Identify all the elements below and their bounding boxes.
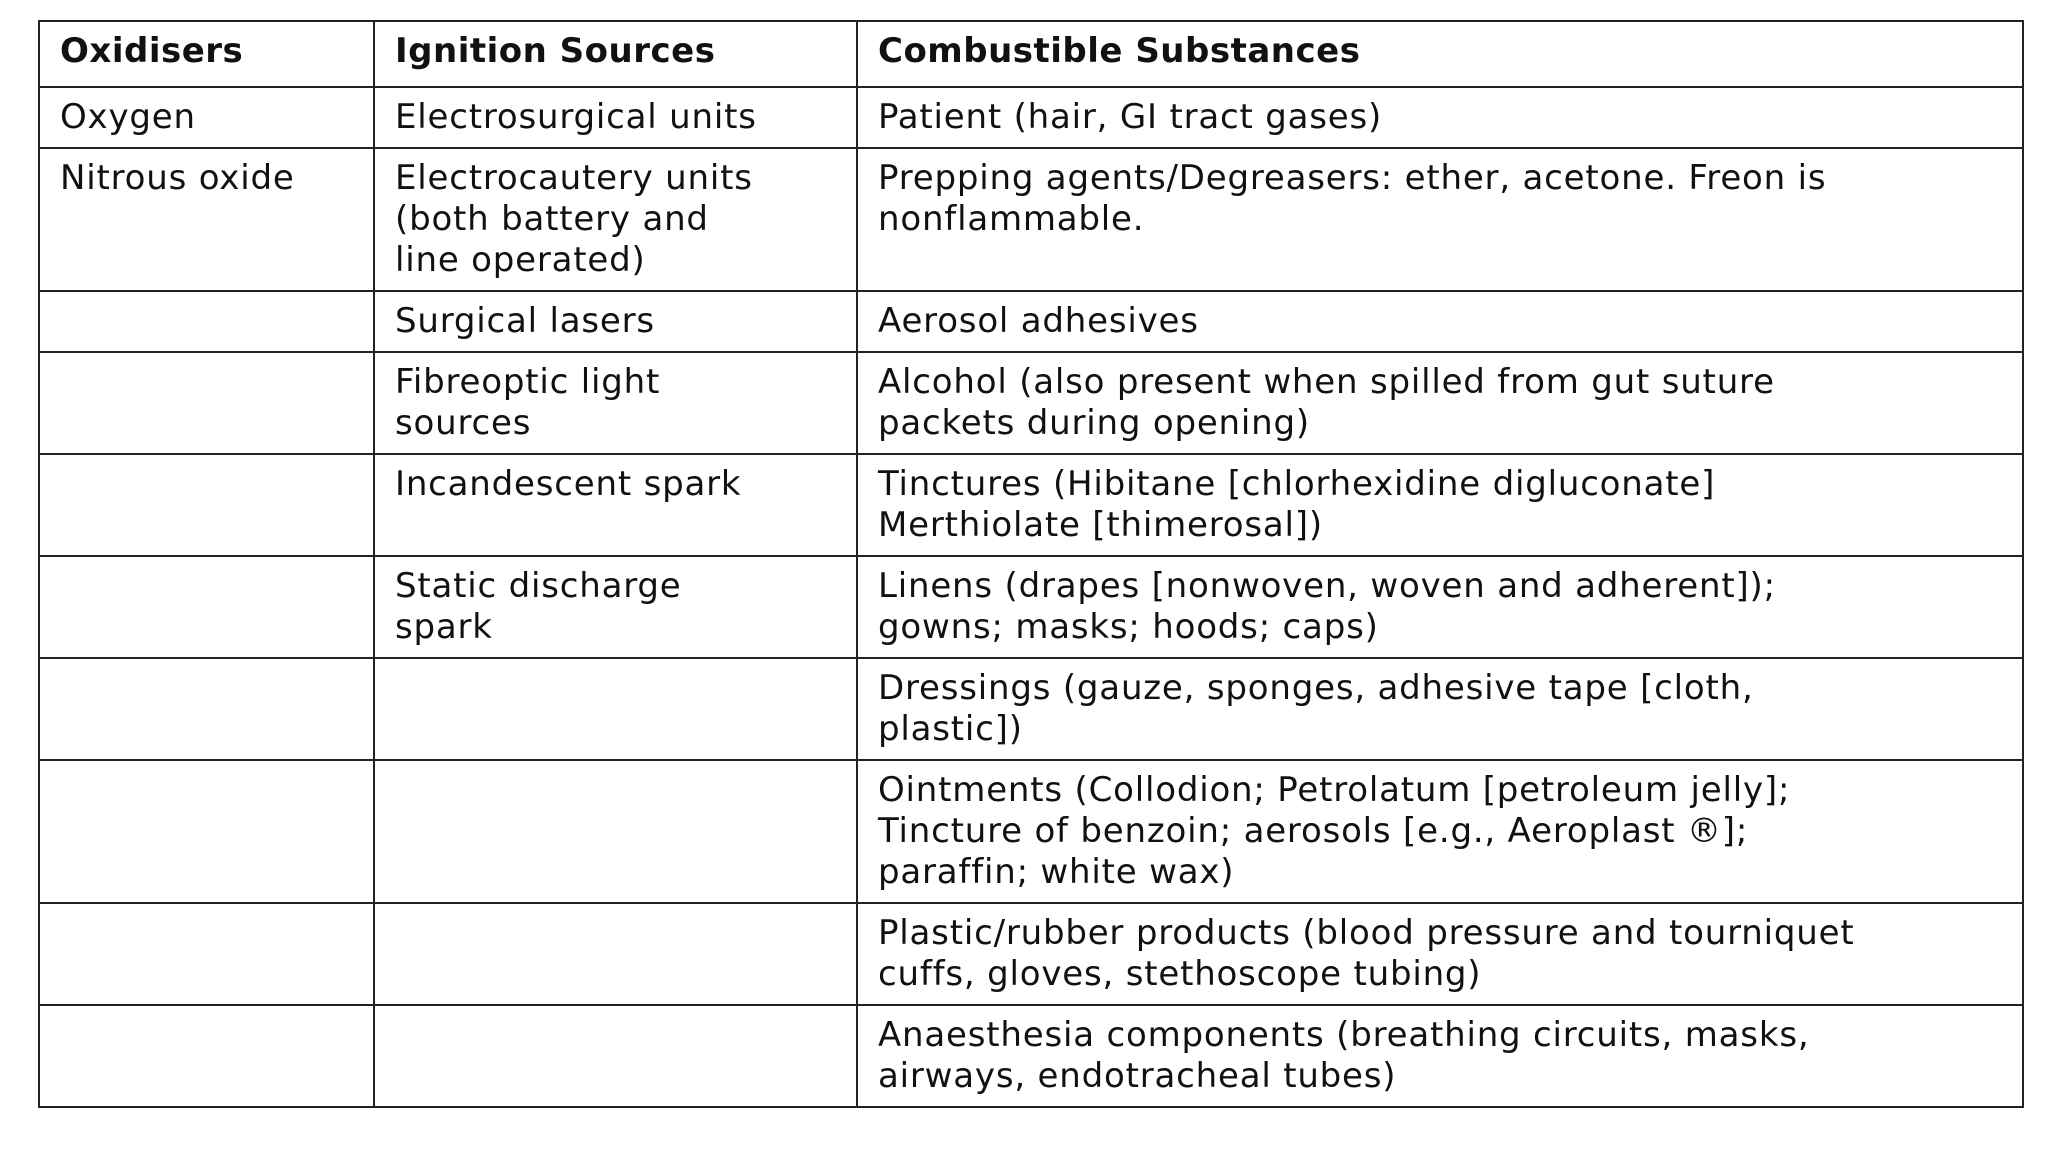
- table-row: [39, 148, 2023, 291]
- oxidiser-cell: [39, 760, 374, 903]
- table-row: [39, 760, 2023, 903]
- oxidiser-cell: [39, 352, 374, 454]
- table-row: [39, 87, 2023, 148]
- ignition-source-cell: [374, 87, 857, 148]
- header-combustible-substances: Combustible Substances: [857, 21, 2023, 87]
- ignition-source-cell: [374, 148, 857, 291]
- cell-text: Nitrous oxide: [60, 158, 295, 198]
- cell-text: Prepping agents/Degreasers: ether, acetone. Freon is nonflammable.: [878, 158, 1827, 239]
- oxidiser-cell: [39, 454, 374, 556]
- cell-text: Dressings (gauze, sponges, adhesive tape [cloth, plastic]): [878, 668, 1754, 749]
- cell-text: Ointments (Collodion; Petrolatum [petroleum jelly]; Tincture of benzoin; aerosols [e.g., Aeroplast ®]; paraffin; white wax): [878, 770, 1791, 892]
- cell-text: Fibreoptic light sources: [395, 362, 661, 443]
- ignition-source-cell: [374, 903, 857, 1005]
- combustible-substance-cell: [857, 352, 2023, 454]
- cell-text: Alcohol (also present when spilled from gut suture packets during opening): [878, 362, 1775, 443]
- combustible-substance-cell: [857, 556, 2023, 658]
- table-row: [39, 658, 2023, 760]
- fire-risk-table: [38, 20, 2024, 1108]
- fire-risk-table-container: [38, 20, 2022, 1108]
- combustible-substance-cell: [857, 148, 2023, 291]
- cell-text: Static discharge spark: [395, 566, 682, 647]
- table-row: [39, 1005, 2023, 1107]
- ignition-source-cell: [374, 1005, 857, 1107]
- ignition-source-cell: [374, 658, 857, 760]
- cell-text: Plastic/rubber products (blood pressure and tourniquet cuffs, gloves, stethoscope tubing): [878, 913, 1855, 994]
- combustible-substance-cell: [857, 760, 2023, 903]
- ignition-source-cell: [374, 454, 857, 556]
- combustible-substance-cell: [857, 291, 2023, 352]
- cell-text: Surgical lasers: [395, 301, 655, 341]
- header-ignition-sources: Ignition Sources: [374, 21, 857, 87]
- ignition-source-cell: [374, 352, 857, 454]
- oxidiser-cell: [39, 148, 374, 291]
- cell-text: Electrocautery units (both battery and line operated): [395, 158, 753, 280]
- table-row: [39, 352, 2023, 454]
- combustible-substance-cell: [857, 87, 2023, 148]
- cell-text: Electrosurgical units: [395, 97, 757, 137]
- oxidiser-cell: [39, 291, 374, 352]
- oxidiser-cell: [39, 1005, 374, 1107]
- oxidiser-cell: [39, 658, 374, 760]
- table-row: [39, 903, 2023, 1005]
- combustible-substance-cell: [857, 454, 2023, 556]
- cell-text: Incandescent spark: [395, 464, 742, 504]
- combustible-substance-cell: [857, 1005, 2023, 1107]
- combustible-substance-cell: [857, 658, 2023, 760]
- table-row: [39, 291, 2023, 352]
- ignition-source-cell: [374, 291, 857, 352]
- table-row: [39, 556, 2023, 658]
- cell-text: Anaesthesia components (breathing circuits, masks, airways, endotracheal tubes): [878, 1015, 1810, 1096]
- oxidiser-cell: [39, 903, 374, 1005]
- oxidiser-cell: [39, 87, 374, 148]
- cell-text: Aerosol adhesives: [878, 301, 1199, 341]
- cell-text: Oxygen: [60, 97, 196, 137]
- table-row: [39, 454, 2023, 556]
- combustible-substance-cell: [857, 903, 2023, 1005]
- header-row: [39, 21, 2023, 87]
- ignition-source-cell: [374, 556, 857, 658]
- oxidiser-cell: [39, 556, 374, 658]
- cell-text: Linens (drapes [nonwoven, woven and adherent]); gowns; masks; hoods; caps): [878, 566, 1776, 647]
- header-oxidisers: Oxidisers: [39, 21, 374, 87]
- cell-text: Tinctures (Hibitane [chlorhexidine digluconate] Merthiolate [thimerosal]): [878, 464, 1716, 545]
- ignition-source-cell: [374, 760, 857, 903]
- cell-text: Patient (hair, GI tract gases): [878, 97, 1383, 137]
